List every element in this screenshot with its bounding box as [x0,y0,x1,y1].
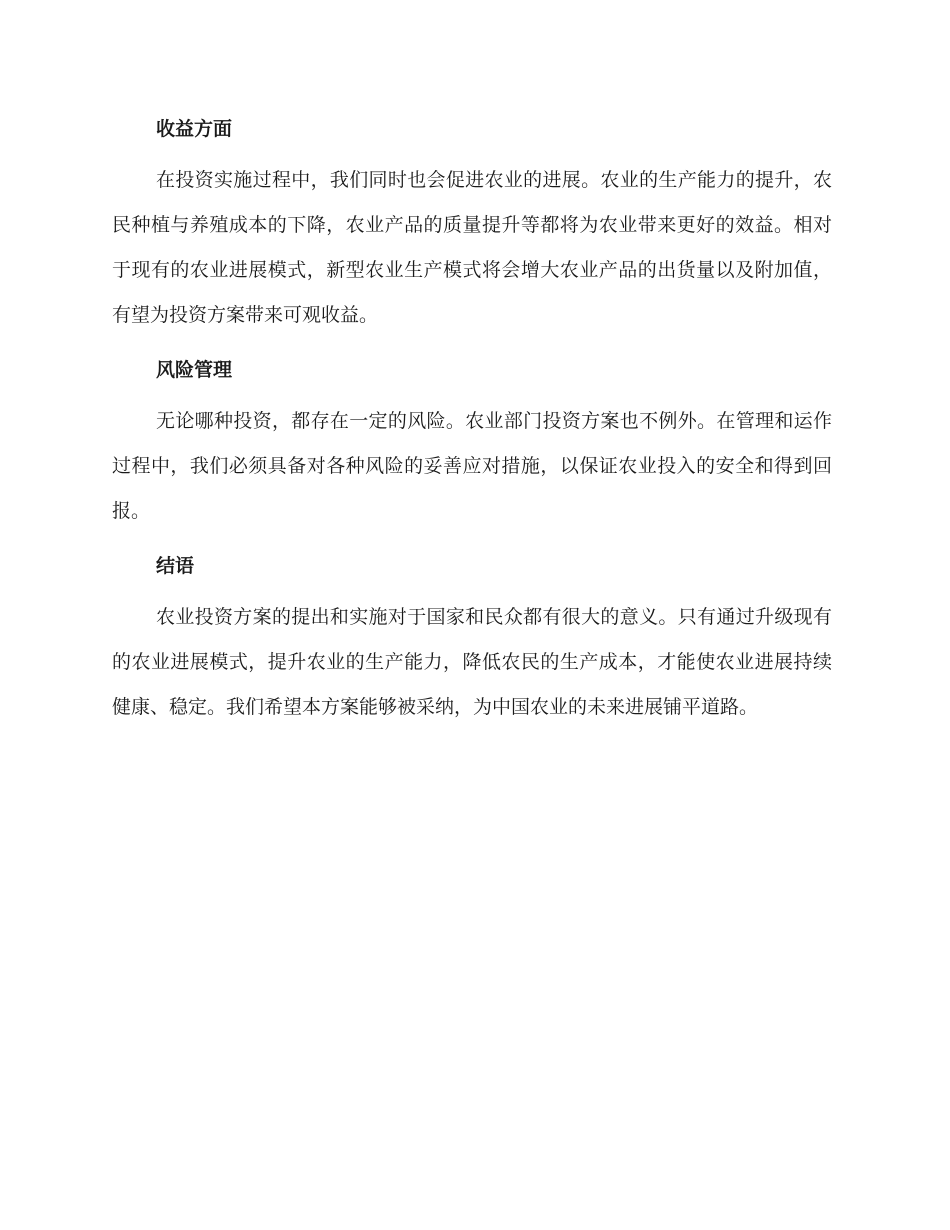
section-paragraph-risk-management: 无论哪种投资，都存在一定的风险。农业部门投资方案也不例外。在管理和运作过程中，我们必须具备对各种风险的妥善应对措施，以保证农业投入的安全和得到回报。 [112,410,832,522]
section-paragraph-conclusion: 农业投资方案的提出和实施对于国家和民众都有很大的意义。只有通过升级现有的农业进展模式，提升农业的生产能力，降低农民的生产成本，才能使农业进展持续健康、稳定。我们希望本方案能够被采纳，为中国农业的未来进展铺平道路。 [112,606,832,718]
document-body [112,110,832,743]
section-heading-risk-management: 风险管理 [156,359,233,381]
section-paragraph-revenue: 在投资实施过程中，我们同时也会促进农业的进展。农业的生产能力的提升，农民种植与养殖成本的下降，农业产品的质量提升等都将为农业带来更好的效益。相对于现有的农业进展模式，新型农业生产模式将会增大农业产品的出货量以及附加值，有望为投资方案带来可观收益。 [112,169,832,326]
section-heading-revenue: 收益方面 [156,118,233,140]
section-heading-conclusion: 结语 [156,555,195,577]
